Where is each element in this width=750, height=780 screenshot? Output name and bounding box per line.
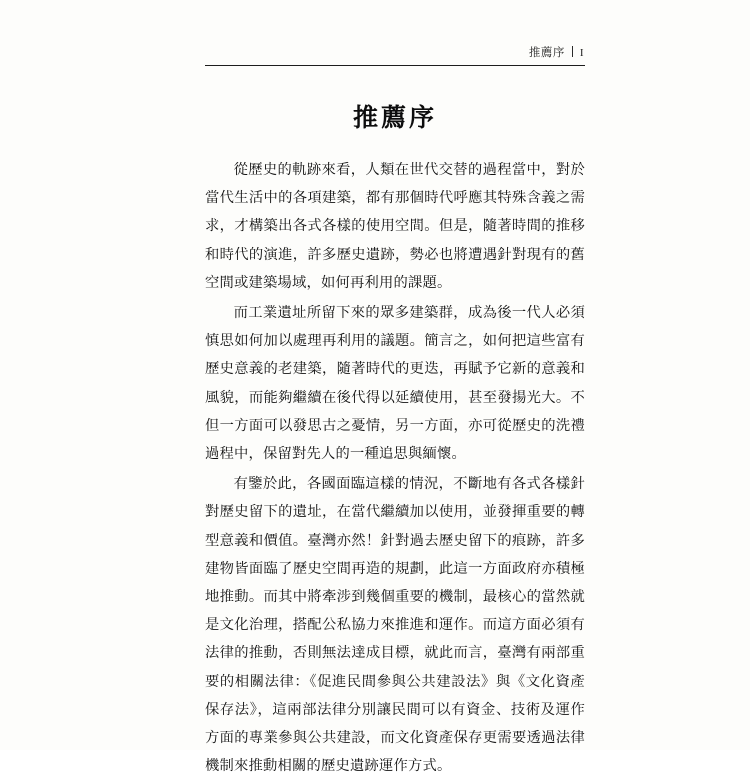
body-paragraph: 從歷史的軌跡來看，人類在世代交替的過程當中，對於當代生活中的各項建築，都有那個時代呼應其特殊含義之需求，才構築出各式各樣的使用空間。但是，隨著時間的推移和時代的演進，許多歷史遺跡，勢必也將遭遇針對現有的舊空間或建築場域，如何再利用的課題。 [205,162,585,291]
body-paragraph: 而工業遺址所留下來的眾多建築群，成為後一代人必須慎思如何加以處理再利用的議題。簡言之，如何把這些富有歷史意義的老建築，隨著時代的更迭，再賦予它新的意義和風貌，而能夠繼續在後代得以延續使用，甚至發揚光大。不但一方面可以發思古之憂情，另一方面，亦可從歷史的洗禮過程中，保留對先人的一種追思與緬懷。 [205,305,585,463]
header-divider [572,46,573,57]
page-title: 推薦序 [352,105,437,132]
header-rule [205,65,585,66]
running-header [205,44,585,65]
page-content [205,44,585,780]
page-number: I [579,47,584,59]
running-header-title: 推薦序 [528,47,565,59]
body-paragraph: 有鑒於此，各國面臨這樣的情況，不斷地有各式各樣針對歷史留下的遺址，在當代繼續加以使用，並發揮重要的轉型意義和價值。臺灣亦然！針對過去歷史留下的痕跡，許多建物皆面臨了歷史空間再造的規劃，此這一方面政府亦積極地推動。而其中將牽涉到幾個重要的機制，最核心的當然就是文化治理，搭配公私協力來推進和運作。而這方面必須有法律的推動，否則無法達成目標，就此而言，臺灣有兩部重要的相關法律：《促進民間參與公共建設法》與《文化資產保存法》，這兩部法律分別讓民間可以有資金、技術及運作方面的專業參與公共建設，而文化資產保存更需要透過法律機制來推動相關的歷史遺跡運作方式。 [205,476,585,775]
